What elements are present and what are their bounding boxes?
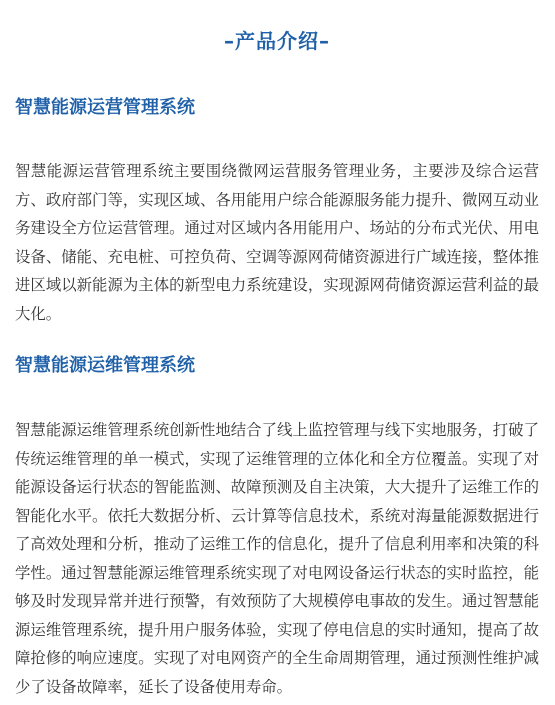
section-title-maintenance-management: 智慧能源运维管理系统: [15, 355, 195, 376]
section-operation-management: [15, 95, 539, 328]
page-title: –产品介绍–: [224, 29, 330, 53]
section-maintenance-management: [15, 353, 539, 701]
section-title-operation-management: 智慧能源运营管理系统: [15, 97, 195, 118]
section-body-operation-management: 智慧能源运营管理系统主要围绕微网运营服务管理业务，主要涉及综合运营方、政府部门等，实现区域、各用能用户综合能源服务能力提升、微网互动业务建设全方位运营管理。通过对区域内各用能用户、场站的分布式光伏、用电设备、储能、充电桩、可控负荷、空调等源网荷储资源进行广域连接，整体推进区域以新能源为主体的新型电力系统建设，实现源网荷储资源运营利益的最大化。: [15, 162, 539, 323]
section-body-maintenance-management: 智慧能源运维管理系统创新性地结合了线上监控管理与线下实地服务，打破了传统运维管理的单一模式，实现了运维管理的立体化和全方位覆盖。实现了对能源设备运行状态的智能监测、故障预测及自主决策，大大提升了运维工作的智能化水平。依托大数据分析、云计算等信息技术，系统对海量能源数据进行了高效处理和分析，推动了运维工作的信息化，提升了信息利用率和决策的科学性。通过智慧能源运维管理系统实现了对电网设备运行状态的实时监控，能够及时发现异常并进行预警，有效预防了大规模停电事故的发生。通过智慧能源运维管理系统，提升用户服务体验，实现了停电信息的实时通知，提高了故障抢修的响应速度。实现了对电网资产的全生命周期管理，通过预测性维护减少了设备故障率，延长了设备使用寿命。: [15, 421, 539, 696]
